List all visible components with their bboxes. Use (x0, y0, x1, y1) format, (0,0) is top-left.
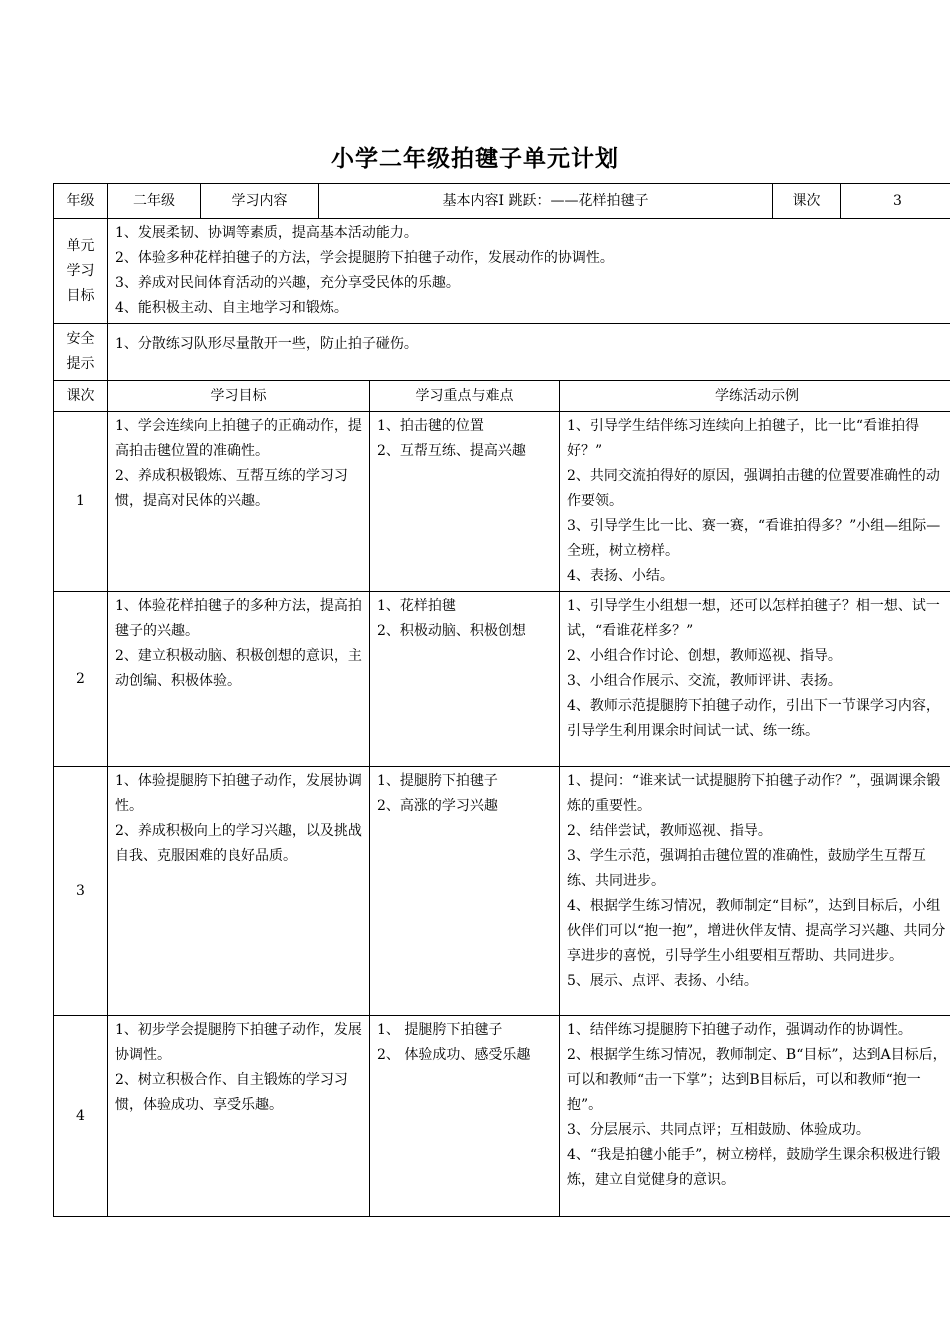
lesson-activity-item: 2、小组合作讨论、创想，教师巡视、指导。 (567, 648, 842, 664)
lesson-focus-item: 2、 体验成功、感受乐趣 (377, 1047, 531, 1063)
unit-goals-text (108, 219, 950, 324)
lesson-focus (370, 592, 560, 767)
lesson-activity-item: 4、教师示范提腿胯下拍毽子动作，引出下一节课学习内容，引导学生利用课余时间试一试、练一练。 (567, 698, 940, 739)
lesson-row (54, 767, 950, 1016)
lesson-goal-item: 2、养成积极锻炼、互帮互练的学习习惯，提高对民体的兴趣。 (115, 468, 348, 509)
lesson-activities (560, 592, 950, 767)
lesson-number: 1 (54, 412, 108, 592)
header-row (54, 184, 950, 219)
grade-value: 二年级 (108, 184, 201, 219)
lesson-goal-item: 1、体验提腿胯下拍毽子动作，发展协调性。 (115, 773, 362, 814)
lesson-activities (560, 412, 950, 592)
lesson-label: 课次 (773, 184, 841, 219)
lesson-focus-item: 1、拍击毽的位置 (377, 418, 484, 434)
lesson-goal-item: 1、初步学会提腿胯下拍毽子动作，发展协调性。 (115, 1022, 362, 1063)
lesson-activity-item: 2、结伴尝试，教师巡视、指导。 (567, 823, 772, 839)
lesson-goal-item: 2、树立积极合作、自主锻炼的学习习惯，体验成功、享受乐趣。 (115, 1072, 348, 1113)
lesson-activities (560, 767, 950, 1016)
lesson-activity-item: 3、分层展示、共同点评；互相鼓励、体验成功。 (567, 1122, 870, 1138)
lesson-focus-item: 2、积极动脑、积极创想 (377, 623, 526, 639)
grade-label: 年级 (54, 184, 108, 219)
col-focus-header: 学习重点与难点 (370, 381, 560, 412)
safety-label: 安全提示 (54, 324, 108, 381)
lesson-number: 4 (54, 1016, 108, 1217)
safety-row (54, 324, 950, 381)
lesson-focus (370, 1016, 560, 1217)
lesson-row (54, 412, 950, 592)
col-lesson-header: 课次 (54, 381, 108, 412)
lesson-activity-item: 1、引导学生结伴练习连续向上拍毽子，比一比“看谁拍得好？” (567, 418, 920, 459)
lesson-goals (108, 1016, 370, 1217)
lesson-goal-item: 1、学会连续向上拍毽子的正确动作，提高拍击毽位置的准确性。 (115, 418, 362, 459)
safety-text: 1、分散练习队形尽量散开一些，防止拍子碰伤。 (108, 324, 950, 381)
lesson-focus-item: 1、提腿胯下拍毽子 (377, 773, 498, 789)
lesson-value: 3 (841, 184, 950, 219)
lesson-activity-item: 3、小组合作展示、交流，教师评讲、表扬。 (567, 673, 842, 689)
lesson-focus (370, 412, 560, 592)
column-header-row (54, 381, 950, 412)
lesson-goal-item: 2、养成积极向上的学习兴趣，以及挑战自我、克服困难的良好品质。 (115, 823, 362, 864)
lesson-focus-item: 1、 提腿胯下拍毽子 (377, 1022, 503, 1038)
lesson-goals (108, 767, 370, 1016)
lesson-activity-item: 4、“我是拍毽小能手”，树立榜样，鼓励学生课余积极进行锻炼，建立自觉健身的意识。 (567, 1147, 941, 1188)
lesson-goals (108, 592, 370, 767)
unit-plan-table (53, 183, 950, 1217)
lesson-goal-item: 2、建立积极动脑、积极创想的意识，主动创编、积极体验。 (115, 648, 362, 689)
lesson-activity-item: 3、引导学生比一比、赛一赛，“看谁拍得多？”小组—组际—全班，树立榜样。 (567, 518, 941, 559)
unit-goal-item: 2、体验多种花样拍毽子的方法，学会提腿胯下拍毽子动作，发展动作的协调性。 (115, 250, 614, 266)
unit-goal-item: 3、养成对民间体育活动的兴趣，充分享受民体的乐趣。 (115, 275, 460, 291)
unit-goals-row (54, 219, 950, 324)
lesson-row (54, 1016, 950, 1217)
lesson-goal-item: 1、体验花样拍毽子的多种方法，提高拍毽子的兴趣。 (115, 598, 362, 639)
lesson-focus-item: 1、花样拍毽 (377, 598, 456, 614)
unit-goals-label: 单元学习目标 (54, 219, 108, 324)
lesson-activity-item: 5、展示、点评、表扬、小结。 (567, 973, 758, 989)
content-value: 基本内容Ⅰ 跳跃：——花样拍毽子 (319, 184, 773, 219)
col-goals-header: 学习目标 (108, 381, 370, 412)
lesson-number: 3 (54, 767, 108, 1016)
lesson-activity-item: 4、根据学生练习情况，教师制定“目标”，达到目标后，小组伙伴们可以“抱一抱”，增进伙伴友情、提高学习兴趣、共同分享进步的喜悦，引导学生小组要相互帮助、共同进步。 (567, 898, 946, 964)
page-title: 小学二年级拍毽子单元计划 (331, 146, 619, 172)
content-label: 学习内容 (201, 184, 319, 219)
lesson-focus-item: 2、互帮互练、提高兴趣 (377, 443, 526, 459)
lesson-activity-item: 1、结伴练习提腿胯下拍毽子动作，强调动作的协调性。 (567, 1022, 912, 1038)
unit-goal-item: 1、发展柔韧、协调等素质，提高基本活动能力。 (115, 225, 418, 241)
lesson-activity-item: 2、共同交流拍得好的原因，强调拍击毽的位置要准确性的动作要领。 (567, 468, 940, 509)
lesson-goals (108, 412, 370, 592)
lesson-activity-item: 2、根据学生练习情况，教师制定、B“目标”，达到A目标后，可以和教师“击一下掌”；达到B目标后，可以和教师“抱一抱”。 (567, 1047, 947, 1113)
lesson-number: 2 (54, 592, 108, 767)
unit-goal-item: 4、能积极主动、自主地学习和锻炼。 (115, 300, 348, 316)
lesson-activity-item: 1、提问：“谁来试一试提腿胯下拍毽子动作？”，强调课余锻炼的重要性。 (567, 773, 941, 814)
lesson-focus-item: 2、高涨的学习兴趣 (377, 798, 498, 814)
lesson-activity-item: 1、引导学生小组想一想，还可以怎样拍毽子？相一想、试一试，“看谁花样多？” (567, 598, 940, 639)
lesson-activities (560, 1016, 950, 1217)
lesson-row (54, 592, 950, 767)
lesson-activity-item: 4、表扬、小结。 (567, 568, 674, 584)
col-activities-header: 学练活动示例 (560, 381, 950, 412)
lesson-activity-item: 3、学生示范，强调拍击毽位置的准确性，鼓励学生互帮互练、共同进步。 (567, 848, 926, 889)
lesson-focus (370, 767, 560, 1016)
